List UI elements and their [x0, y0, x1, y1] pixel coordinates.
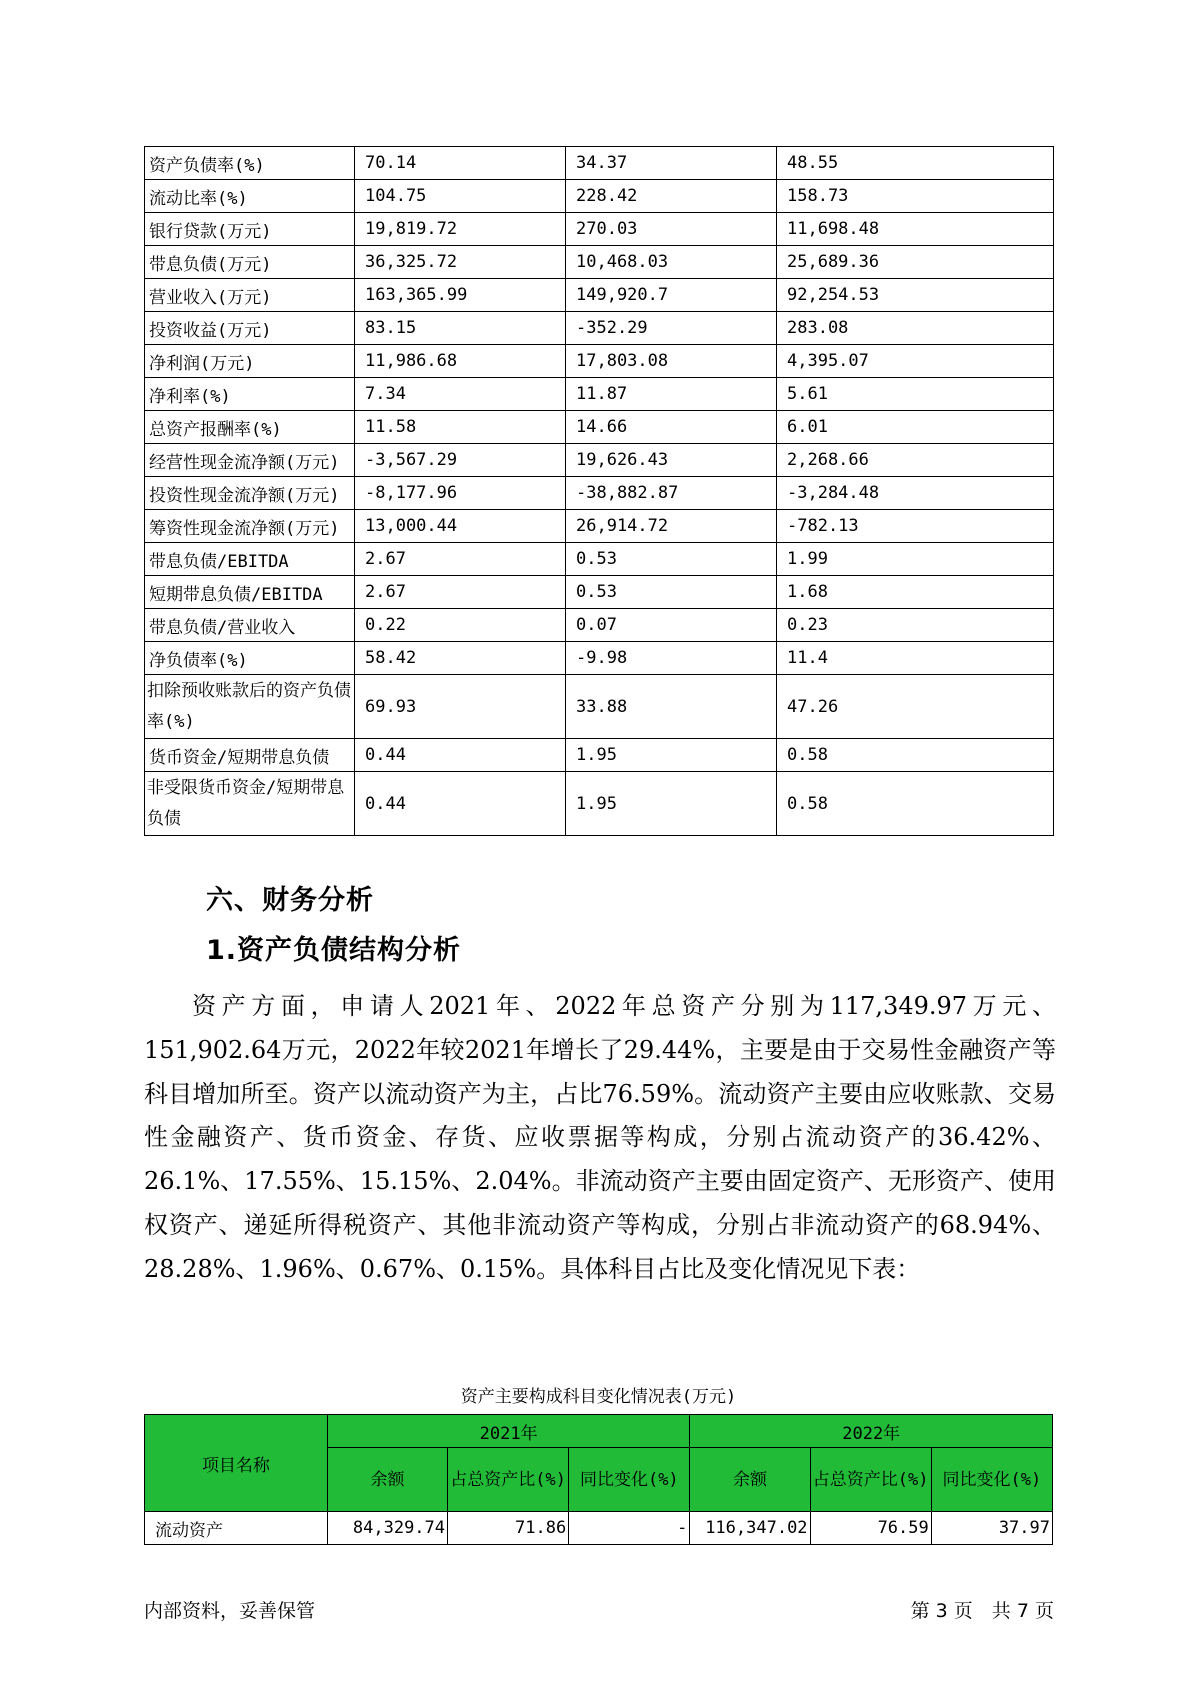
metric-value-col3: 11.4 — [777, 642, 1054, 675]
metric-value-col3: 6.01 — [777, 411, 1054, 444]
metric-value-col2: 149,920.7 — [566, 279, 777, 312]
header-year-2021: 2021年 — [327, 1415, 690, 1448]
subheader-yoy-2021: 同比变化(%) — [569, 1448, 690, 1512]
metric-value-col2: 228.42 — [566, 180, 777, 213]
table-row — [145, 411, 1054, 444]
metric-label: 经营性现金流净额(万元) — [145, 444, 355, 477]
metric-value-col1: 7.34 — [355, 378, 566, 411]
metric-value-col1: -8,177.96 — [355, 477, 566, 510]
metric-value-col2: 33.88 — [566, 675, 777, 739]
metric-value-col2: -9.98 — [566, 642, 777, 675]
metric-value-col1: 11.58 — [355, 411, 566, 444]
row-share-2021: 71.86 — [448, 1512, 569, 1545]
table-row — [145, 378, 1054, 411]
metric-value-col1: 13,000.44 — [355, 510, 566, 543]
metric-value-col2: 11.87 — [566, 378, 777, 411]
page-mid: 页 共 — [953, 1600, 1011, 1622]
row-balance-2021: 84,329.74 — [327, 1512, 447, 1545]
confidential-notice: 内部资料，妥善保管 — [144, 1600, 316, 1622]
table-row — [145, 279, 1054, 312]
table-row — [145, 246, 1054, 279]
metric-label: 投资收益(万元) — [145, 312, 355, 345]
metric-label: 筹资性现金流净额(万元) — [145, 510, 355, 543]
metric-label: 带息负债/营业收入 — [145, 609, 355, 642]
table-row — [145, 1512, 1053, 1545]
metric-value-col1: 58.42 — [355, 642, 566, 675]
metric-value-col2: 17,803.08 — [566, 345, 777, 378]
table-row — [145, 444, 1054, 477]
metric-label: 投资性现金流净额(万元) — [145, 477, 355, 510]
metric-value-col3: 2,268.66 — [777, 444, 1054, 477]
metric-value-col2: 10,468.03 — [566, 246, 777, 279]
metric-label: 营业收入(万元) — [145, 279, 355, 312]
table-row — [145, 739, 1054, 772]
table-row — [145, 576, 1054, 609]
metric-label: 净利润(万元) — [145, 345, 355, 378]
metric-value-col3: 47.26 — [777, 675, 1054, 739]
table-row — [145, 477, 1054, 510]
table-row — [145, 312, 1054, 345]
metric-value-col1: 36,325.72 — [355, 246, 566, 279]
metric-label: 带息负债/EBITDA — [145, 543, 355, 576]
metric-value-col1: 70.14 — [355, 147, 566, 180]
subheader-balance-2021: 余额 — [327, 1448, 447, 1512]
metric-value-col1: 0.22 — [355, 609, 566, 642]
metric-value-col2: 26,914.72 — [566, 510, 777, 543]
metric-value-col3: 5.61 — [777, 378, 1054, 411]
metric-label: 资产负债率(%) — [145, 147, 355, 180]
metric-value-col3: 1.99 — [777, 543, 1054, 576]
metric-value-col2: 0.53 — [566, 576, 777, 609]
metric-label: 总资产报酬率(%) — [145, 411, 355, 444]
table-row — [145, 543, 1054, 576]
metric-value-col3: 48.55 — [777, 147, 1054, 180]
page-number — [911, 1596, 1054, 1623]
metric-value-col3: -782.13 — [777, 510, 1054, 543]
subheader-share-2022: 占总资产比(%) — [810, 1448, 931, 1512]
asset-table-header-row — [145, 1415, 1053, 1448]
metric-value-col2: -352.29 — [566, 312, 777, 345]
metric-label: 净负债率(%) — [145, 642, 355, 675]
metric-value-col3: 4,395.07 — [777, 345, 1054, 378]
metric-value-col3: 92,254.53 — [777, 279, 1054, 312]
metric-label: 扣除预收账款后的资产负债率(%) — [145, 675, 355, 739]
metric-value-col2: 34.37 — [566, 147, 777, 180]
metric-value-col3: 1.68 — [777, 576, 1054, 609]
metric-value-col1: 11,986.68 — [355, 345, 566, 378]
subheader-yoy-2022: 同比变化(%) — [931, 1448, 1052, 1512]
metric-value-col1: 83.15 — [355, 312, 566, 345]
financial-metrics-table — [144, 146, 1054, 836]
table-row — [145, 510, 1054, 543]
metric-value-col1: 69.93 — [355, 675, 566, 739]
metric-value-col3: 11,698.48 — [777, 213, 1054, 246]
metric-value-col1: 0.44 — [355, 772, 566, 836]
asset-composition-table — [144, 1414, 1053, 1545]
metric-value-col3: 0.58 — [777, 772, 1054, 836]
row-balance-2022: 116,347.02 — [690, 1512, 810, 1545]
subheader-share-2021: 占总资产比(%) — [448, 1448, 569, 1512]
metric-value-col1: 104.75 — [355, 180, 566, 213]
metric-value-col2: 1.95 — [566, 772, 777, 836]
page-suffix: 页 — [1034, 1600, 1054, 1622]
metric-value-col2: 1.95 — [566, 739, 777, 772]
metric-value-col3: 283.08 — [777, 312, 1054, 345]
metric-value-col1: 19,819.72 — [355, 213, 566, 246]
page-total: 7 — [1016, 1600, 1029, 1622]
metric-value-col1: -3,567.29 — [355, 444, 566, 477]
header-year-2022: 2022年 — [690, 1415, 1053, 1448]
metric-label: 净利率(%) — [145, 378, 355, 411]
metric-value-col2: 0.53 — [566, 543, 777, 576]
metric-label: 非受限货币资金/短期带息负债 — [145, 772, 355, 836]
metric-value-col1: 2.67 — [355, 543, 566, 576]
asset-table-caption: 资产主要构成科目变化情况表(万元) — [460, 1387, 737, 1407]
page-current: 3 — [935, 1600, 948, 1622]
metric-label: 流动比率(%) — [145, 180, 355, 213]
metric-label: 短期带息负债/EBITDA — [145, 576, 355, 609]
subheader-balance-2022: 余额 — [690, 1448, 810, 1512]
metric-value-col2: -38,882.87 — [566, 477, 777, 510]
metric-value-col3: -3,284.48 — [777, 477, 1054, 510]
table-row — [145, 213, 1054, 246]
metric-label: 带息负债(万元) — [145, 246, 355, 279]
metrics-table-body — [145, 147, 1054, 836]
table-row — [145, 675, 1054, 739]
metric-label: 银行贷款(万元) — [145, 213, 355, 246]
metric-value-col3: 158.73 — [777, 180, 1054, 213]
metric-value-col3: 25,689.36 — [777, 246, 1054, 279]
metric-value-col1: 2.67 — [355, 576, 566, 609]
metric-value-col2: 14.66 — [566, 411, 777, 444]
metric-value-col2: 19,626.43 — [566, 444, 777, 477]
row-share-2022: 76.59 — [810, 1512, 931, 1545]
metric-value-col3: 0.23 — [777, 609, 1054, 642]
metric-value-col3: 0.58 — [777, 739, 1054, 772]
table-row — [145, 345, 1054, 378]
metric-value-col2: 270.03 — [566, 213, 777, 246]
metric-value-col1: 0.44 — [355, 739, 566, 772]
table-row — [145, 609, 1054, 642]
header-item-name: 项目名称 — [145, 1415, 328, 1512]
page-prefix: 第 — [910, 1600, 930, 1622]
table-row — [145, 147, 1054, 180]
row-yoy-2022: 37.97 — [931, 1512, 1052, 1545]
table-row — [145, 180, 1054, 213]
table-row — [145, 642, 1054, 675]
metric-value-col1: 163,365.99 — [355, 279, 566, 312]
subsection-heading: 1.资产负债结构分析 — [206, 935, 462, 966]
row-yoy-2021: - — [569, 1512, 690, 1545]
row-item: 流动资产 — [145, 1512, 328, 1545]
metric-label: 货币资金/短期带息负债 — [145, 739, 355, 772]
analysis-paragraph: 资产方面，申请人2021年、2022年总资产分别为117,349.97万元、151,902.64万元，2022年较2021年增长了29.44%，主要是由于交易性金融资产等科目增加所至。资产以流动资产为主，占比76.59%。流动资产主要由应收账款、交易性金融资产、货币资金、存货、应收票据等构成，分别占流动资产的36.42%、26.1%、17.55%、15.15%、2.04%。非流动资产主要由固定资产、无形资产、使用权资产、递延所得税资产、其他非流动资产等构成，分别占非流动资产的68.94%、28.28%、1.96%、0.67%、0.15%。具体科目占比及变化情况见下表： — [144, 992, 1056, 1283]
metric-value-col2: 0.07 — [566, 609, 777, 642]
table-row — [145, 772, 1054, 836]
section-heading: 六、财务分析 — [206, 885, 374, 916]
